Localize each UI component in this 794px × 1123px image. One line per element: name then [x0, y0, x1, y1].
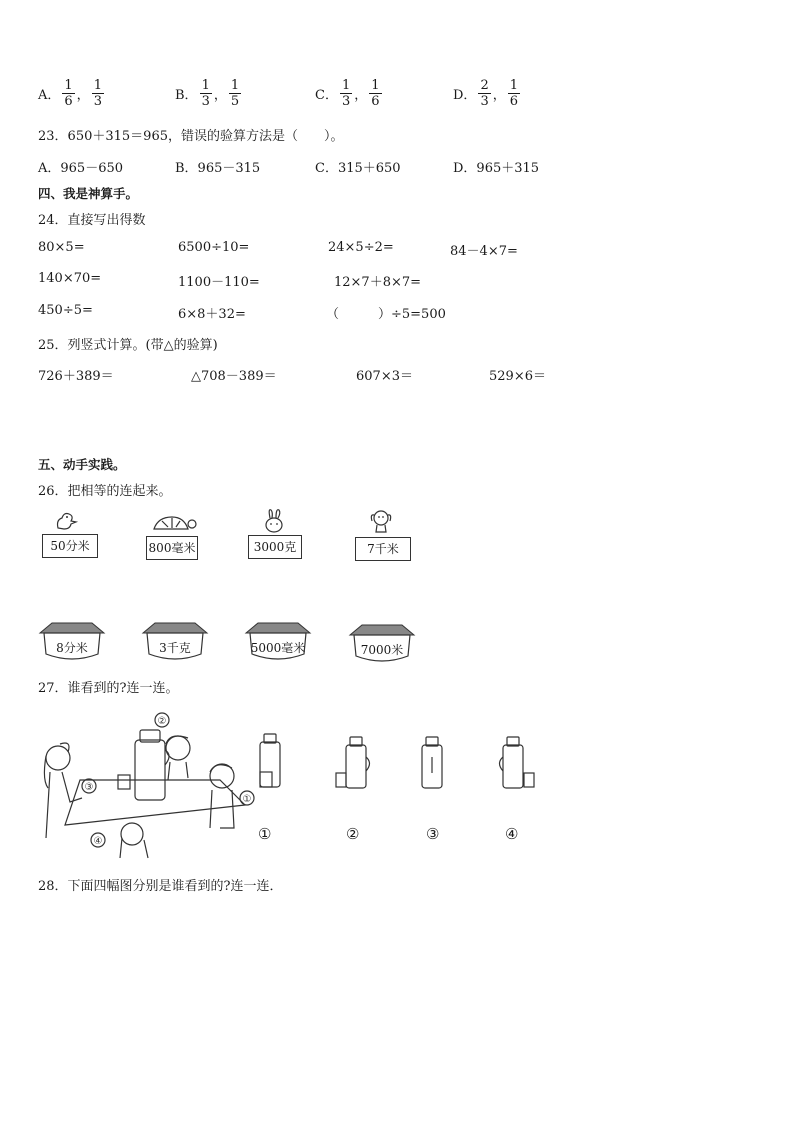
q24-item: 450÷5=	[38, 303, 93, 318]
view-label: ④	[505, 825, 519, 843]
comma: ，	[213, 88, 227, 103]
scene-mark: ③	[84, 782, 94, 793]
bird-icon	[52, 508, 82, 532]
q22-option-a[interactable]	[38, 78, 106, 109]
top-label-box[interactable]: 50分米	[42, 534, 98, 558]
fraction: $\frac{1}{3}$	[93, 78, 102, 109]
comma: ，	[76, 88, 90, 103]
top-label-box[interactable]: 3000克	[248, 535, 302, 559]
q24-item: 6500÷10=	[178, 240, 250, 255]
fraction: $\frac{1}{6}$	[509, 78, 519, 109]
dog-icon	[368, 508, 394, 534]
fraction: $\frac{2}{3}$	[480, 78, 489, 109]
q24-item: 140×70=	[38, 271, 102, 286]
q25-item: 607×3＝	[356, 369, 413, 384]
top-label-box[interactable]: 7千米	[355, 537, 411, 561]
q24-item: （ ）÷5=500	[326, 307, 446, 322]
fraction: $\frac{1}{6}$	[371, 78, 380, 109]
option-letter: C．	[315, 88, 338, 103]
top-label-box[interactable]: 800毫米	[146, 536, 198, 560]
q27-title: 27．谁看到的?连一连。	[38, 681, 179, 696]
q22-options	[38, 78, 598, 118]
q24-title: 24．直接写出得数	[38, 213, 146, 228]
bottom-label[interactable]: 8分米	[56, 641, 88, 655]
q24-item: 1100－110=	[178, 275, 260, 290]
view-label: ①	[258, 825, 272, 843]
scene-mark: ④	[93, 836, 103, 847]
fraction: $\frac{1}{3}$	[341, 78, 351, 109]
section-4-heading: 四、我是神算手。	[38, 186, 139, 201]
turtle-icon	[150, 513, 196, 533]
thermos-view-icon[interactable]	[334, 735, 374, 790]
q22-option-c[interactable]	[315, 78, 384, 109]
q24-item: 24×5÷2=	[328, 240, 394, 255]
scene-mark: ①	[242, 794, 252, 805]
option-letter: D．	[453, 88, 477, 103]
fraction: $\frac{1}{3}$	[201, 78, 210, 109]
rabbit-icon	[263, 508, 285, 534]
q24-item: 80×5=	[38, 240, 85, 255]
q24-item: 6×8＋32=	[178, 307, 246, 322]
comma: ，	[492, 88, 506, 103]
comma: ，	[354, 88, 368, 103]
bottom-label[interactable]: 3千克	[159, 641, 191, 655]
q23-option-d[interactable]: D．965＋315	[453, 161, 540, 176]
fraction: $\frac{1}{6}$	[64, 78, 73, 109]
bottom-label[interactable]: 7000米	[360, 643, 404, 657]
q28-title: 28．下面四幅图分别是谁看到的?连一连．	[38, 879, 283, 894]
q23-option-c[interactable]: C．315＋650	[315, 161, 401, 176]
thermos-view-icon[interactable]	[255, 732, 285, 792]
q23-option-b[interactable]: B．965－315	[175, 161, 261, 176]
q25-item: △708－389＝	[191, 369, 277, 384]
q23-option-a[interactable]: A．965－650	[38, 161, 124, 176]
scene-marks	[85, 716, 252, 847]
q25-item: 529×6＝	[489, 369, 546, 384]
view-label: ③	[426, 825, 440, 843]
thermos-view-icon[interactable]	[417, 735, 447, 790]
q23-stem: 23．650＋315＝965，错误的验算方法是（ ）。	[38, 129, 344, 144]
q24-item: 84－4×7=	[450, 244, 518, 259]
q25-title: 25．列竖式计算。(带△的验算)	[38, 338, 218, 353]
fraction: $\frac{1}{5}$	[230, 78, 240, 109]
option-letter: A．	[38, 88, 61, 103]
thermos-view-icon[interactable]	[493, 735, 537, 790]
q25-item: 726＋389＝	[38, 369, 114, 384]
section-5-heading: 五、动手实践。	[38, 457, 126, 472]
q26-title: 26．把相等的连起来。	[38, 484, 172, 499]
q22-option-d[interactable]	[453, 78, 522, 109]
view-label: ②	[346, 825, 360, 843]
scene-mark: ②	[157, 716, 167, 727]
table-scene-illustration	[40, 710, 270, 860]
q22-option-b[interactable]	[175, 78, 243, 109]
option-letter: B．	[175, 88, 198, 103]
bottom-label[interactable]: 5000毫米	[250, 641, 306, 655]
q24-item: 12×7＋8×7=	[334, 275, 422, 290]
